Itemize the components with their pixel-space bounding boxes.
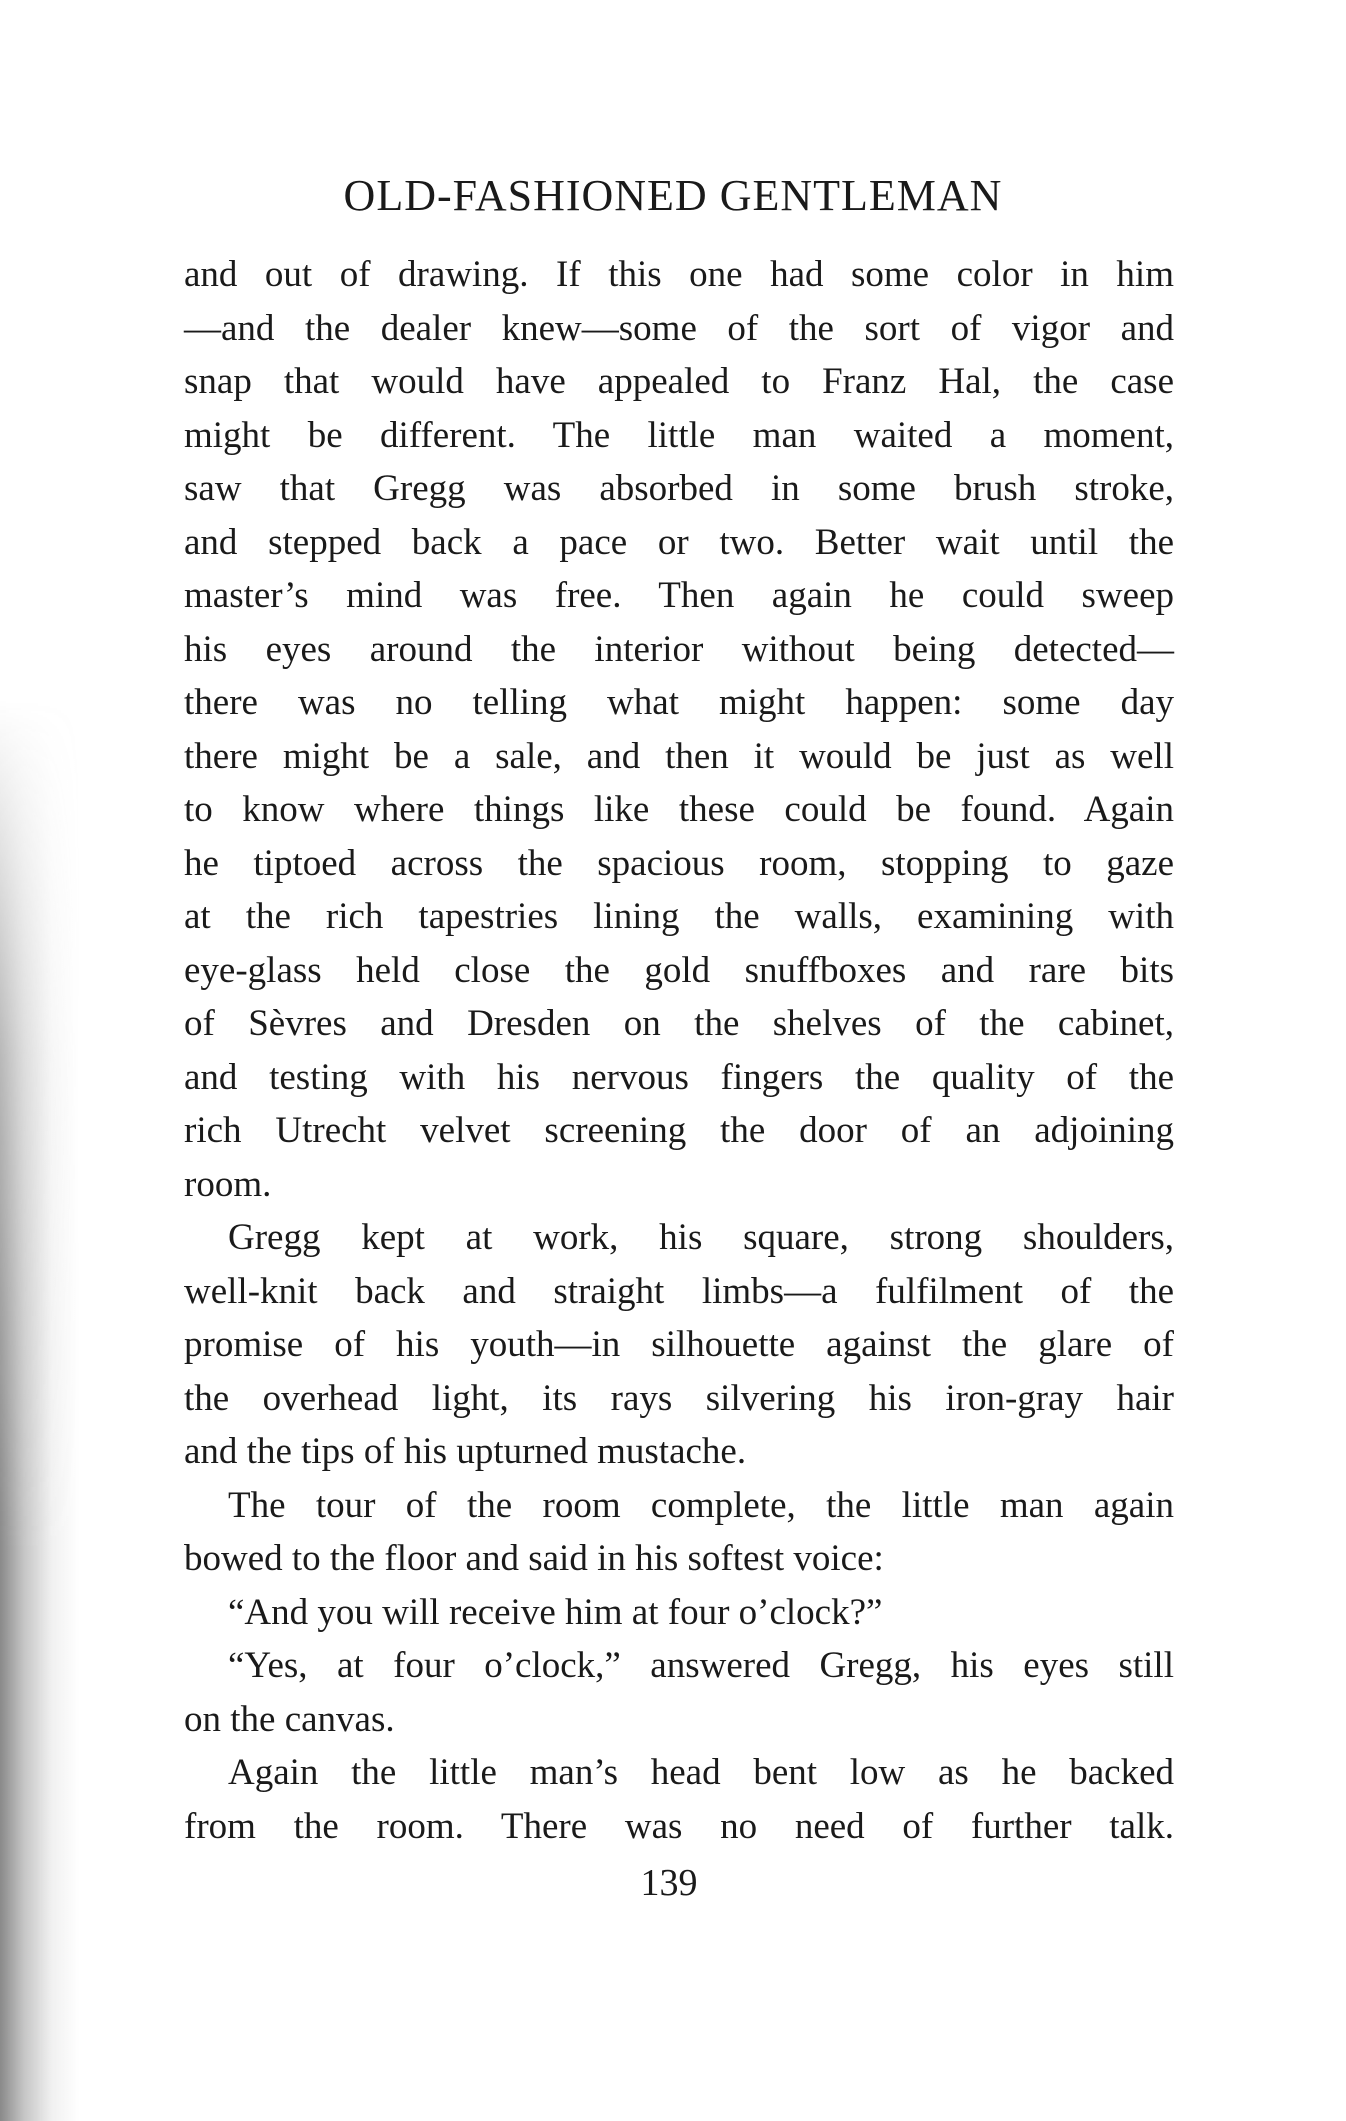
text-line: The tour of the room complete, the little man again — [228, 1484, 1174, 1526]
text-line: and out of drawing. If this one had some color in him — [184, 254, 1174, 295]
page-number: 139 — [640, 1862, 698, 1904]
text-line: and the tips of his upturned mustache. — [184, 1431, 747, 1472]
text-line: and stepped back a pace or two. Better wait until the — [184, 521, 1174, 563]
text-line: master’s mind was free. Then again he could sweep — [184, 575, 1174, 616]
body-text — [184, 248, 1174, 1911]
text-line: snap that would have appealed to Franz Hal, the case — [184, 361, 1174, 402]
text-line: promise of his youth—in silhouette against the glare of — [184, 1324, 1174, 1365]
binding-gutter-shadow — [0, 700, 80, 2121]
text-line: he tiptoed across the spacious room, stopping to gaze — [184, 842, 1174, 884]
running-head: OLD-FASHIONED GENTLEMAN — [343, 171, 1003, 220]
text-line: saw that Gregg was absorbed in some brush stroke, — [184, 468, 1174, 509]
text-line: from the room. There was no need of further talk. — [184, 1805, 1174, 1847]
paragraph — [184, 1211, 1174, 1479]
text-line: there might be a sale, and then it would be just as well — [184, 735, 1174, 777]
text-line: “Yes, at four o’clock,” answered Gregg, his eyes still — [228, 1645, 1174, 1686]
text-line: to know where things like these could be found. Again — [184, 789, 1174, 830]
text-line: “And you will receive him at four o’clock?” — [228, 1591, 883, 1633]
text-line: eye-glass held close the gold snuffboxes and rare bits — [184, 949, 1174, 991]
paragraph — [184, 1639, 1174, 1746]
paragraph — [184, 248, 1174, 1211]
text-line: well-knit back and straight limbs—a fulfilment of the — [184, 1270, 1174, 1312]
text-line: room. — [184, 1163, 272, 1205]
text-line: —and the dealer knew—some of the sort of vigor and — [184, 307, 1174, 349]
text-line: of Sèvres and Dresden on the shelves of the cabinet, — [184, 1003, 1174, 1044]
text-line: there was no telling what might happen: some day — [184, 682, 1174, 723]
text-line: bowed to the floor and said in his softest voice: — [184, 1538, 884, 1579]
text-line: his eyes around the interior without being detected— — [184, 628, 1174, 670]
text-line: Again the little man’s head bent low as he backed — [228, 1752, 1174, 1793]
text-line: might be different. The little man waited a moment, — [184, 414, 1174, 456]
text-line: Gregg kept at work, his square, strong shoulders, — [228, 1217, 1174, 1258]
paragraph — [184, 1479, 1174, 1586]
text-line: the overhead light, its rays silvering his iron-gray hair — [184, 1377, 1174, 1419]
paragraph — [184, 1746, 1174, 1853]
paragraph — [184, 1586, 1174, 1640]
text-line: and testing with his nervous fingers the quality of the — [184, 1056, 1174, 1098]
text-line: on the canvas. — [184, 1698, 395, 1740]
text-line: at the rich tapestries lining the walls, examining with — [184, 896, 1174, 937]
text-line: rich Utrecht velvet screening the door of an adjoining — [184, 1110, 1174, 1151]
